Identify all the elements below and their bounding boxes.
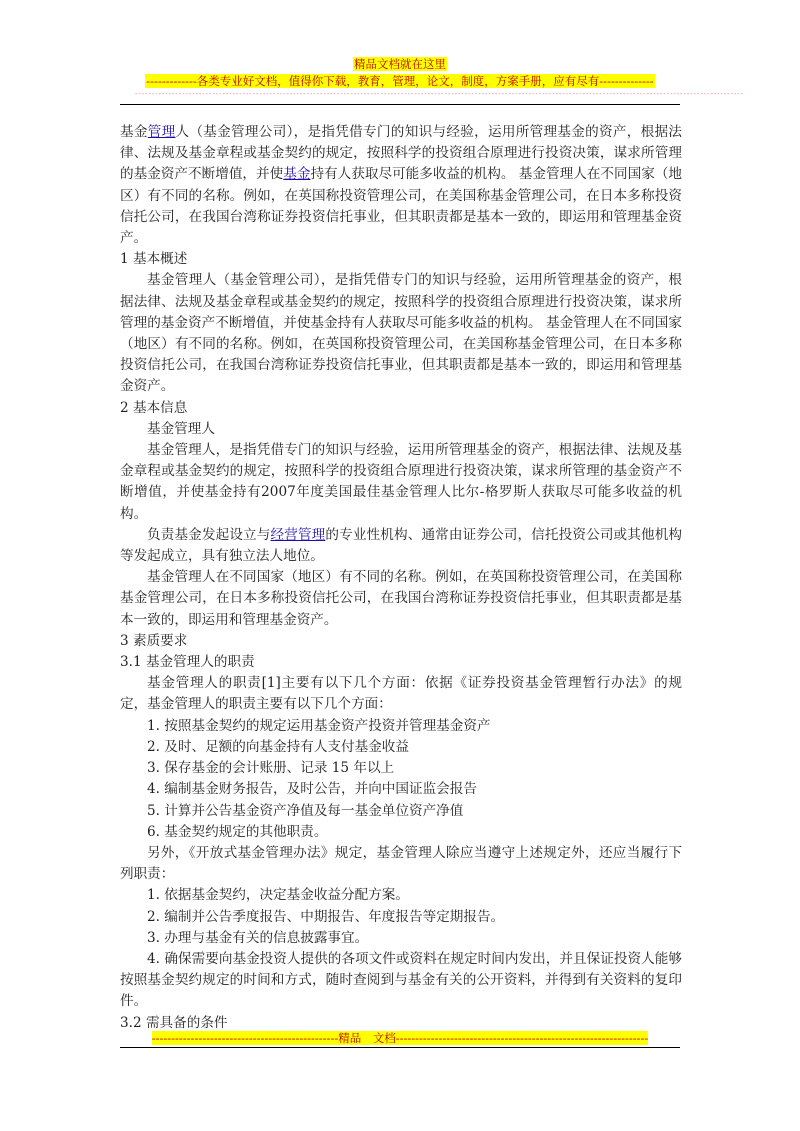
overview-paragraph: 基金管理人（基金管理公司），是指凭借专门的知识与经验，运用所管理基金的资产，根据法律、法规及基金章程或基金契约的规定，按照科学的投资组合原理进行投资决策，谋求所管理的基金资产不断增值，并使基金持有人获取尽可能多收益的机构。 基金管理人在不同国家（地区）有不同的名称。例如，在英国称投资管理公司，在美国称基金管理公司，在日本多称投资信托公司，在我国台湾称证券投资信托事业，但其职责都是基本一致的，即运用和管理基金资产。 [120,272,682,395]
header-divider [120,104,680,105]
link-operation-management[interactable]: 经营管理 [270,526,326,543]
subsection-heading-3-2: 3.2 需具备的条件 [120,1014,228,1031]
link-management[interactable]: 管理 [147,124,176,140]
list-item: 6. 基金契约规定的其他职责。 [147,823,328,840]
list-item: 2. 及时、足额的向基金持有人支付基金收益 [147,738,409,755]
link-fund[interactable]: 基金 [283,166,311,183]
list-item: 4. 编制基金财务报告，及时公告，并向中国证监会报告 [147,781,477,798]
list-item: 1. 依据基金契约，决定基金收益分配方案。 [147,887,409,904]
subsection-heading-3-1: 3.1 基金管理人的职责 [120,654,255,671]
info-paragraph-2: 负责基金发起设立与经营管理的专业性机构、通常由证券公司，信托投资公司或其他机构等发起成立，具有独立法人地位。 [120,526,683,565]
header-dash-line: ------------------------------------------------------------------------------------------------------------------------------------------------------------------------------------- [135,90,745,98]
header-slogan: -------------各类专业好文档，值得你下载，教育，管理，论文，制度，方案手册，应有尽有-------------- [146,74,654,88]
footer-label: ------------------------------------------------精品 文档----------------------------------------------------------------- [151,1031,649,1045]
subheading-fund-manager: 基金管理人 [147,420,215,437]
list-item: 3. 保存基金的会计账册、记录 15 年以上 [147,760,395,777]
section-heading-2: 2 基本信息 [120,399,188,416]
section-heading-3: 3 素质要求 [120,632,188,649]
list-item-4-paragraph: 4. 确保需要向基金投资人提供的各项文件或资料在规定时间内发出，并且保证投资人能够按照基金契约规定的时间和方式，随时查阅到与基金有关的公开资料，并得到有关资料的复印件。 [120,950,682,1010]
list-item: 2. 编制并公告季度报告、中期报告、年度报告等定期报告。 [147,908,505,925]
info-paragraph-1: 基金管理人，是指凭借专门的知识与经验，运用所管理基金的资产，根据法律、法规及基金章程或基金契约的规定，按照科学的投资组合原理进行投资决策，谋求所管理的基金资产不断增值，并使基金持有2007年度美国最佳基金管理人比尔-格罗斯人获取尽可能多收益的机构。 [120,442,682,522]
intro-paragraph: 基金管理人（基金管理公司），是指凭借专门的知识与经验，运用所管理基金的资产，根据法律、法规及基金章程或基金契约的规定，按照科学的投资组合原理进行投资决策，谋求所管理的基金资产不断增值，并使基金持有人获取尽可能多收益的机构。 基金管理人在不同国家（地区）有不同的名称。例如，在英国称投资管理公司，在美国称基金管理公司，在日本多称投资信托公司，在我国台湾称证券投资信托事业，但其职责都是基本一致的，即运用和管理基金资产。 [120,124,683,247]
section-heading-1: 1 基本概述 [120,251,188,268]
list-item: 5. 计算并公告基金资产净值及每一基金单位资产净值 [147,802,464,819]
info-paragraph-3: 基金管理人在不同国家（地区）有不同的名称。例如，在英国称投资管理公司，在美国称基金管理公司，在日本多称投资信托公司，在我国台湾称证券投资信托事业，但其职责都是基本一致的，即运用和管理基金资产。 [120,569,682,628]
duties-paragraph: 基金管理人的职责[1]主要有以下几个方面：依据《证券投资基金管理暂行办法》的规定，基金管理人的职责主要有以下几个方面： [120,675,682,713]
document-body [120,122,682,1034]
header-title: 精品文档就在这里 [354,57,446,71]
footer-divider [120,1047,680,1048]
list-item: 3. 办理与基金有关的信息披露事宜。 [147,929,369,946]
additional-duties-paragraph: 另外，《开放式基金管理办法》规定，基金管理人除应当遵守上述规定外，还应当履行下列职责： [120,844,682,883]
list-item: 1. 按照基金契约的规定运用基金资产投资并管理基金资产 [147,717,491,734]
